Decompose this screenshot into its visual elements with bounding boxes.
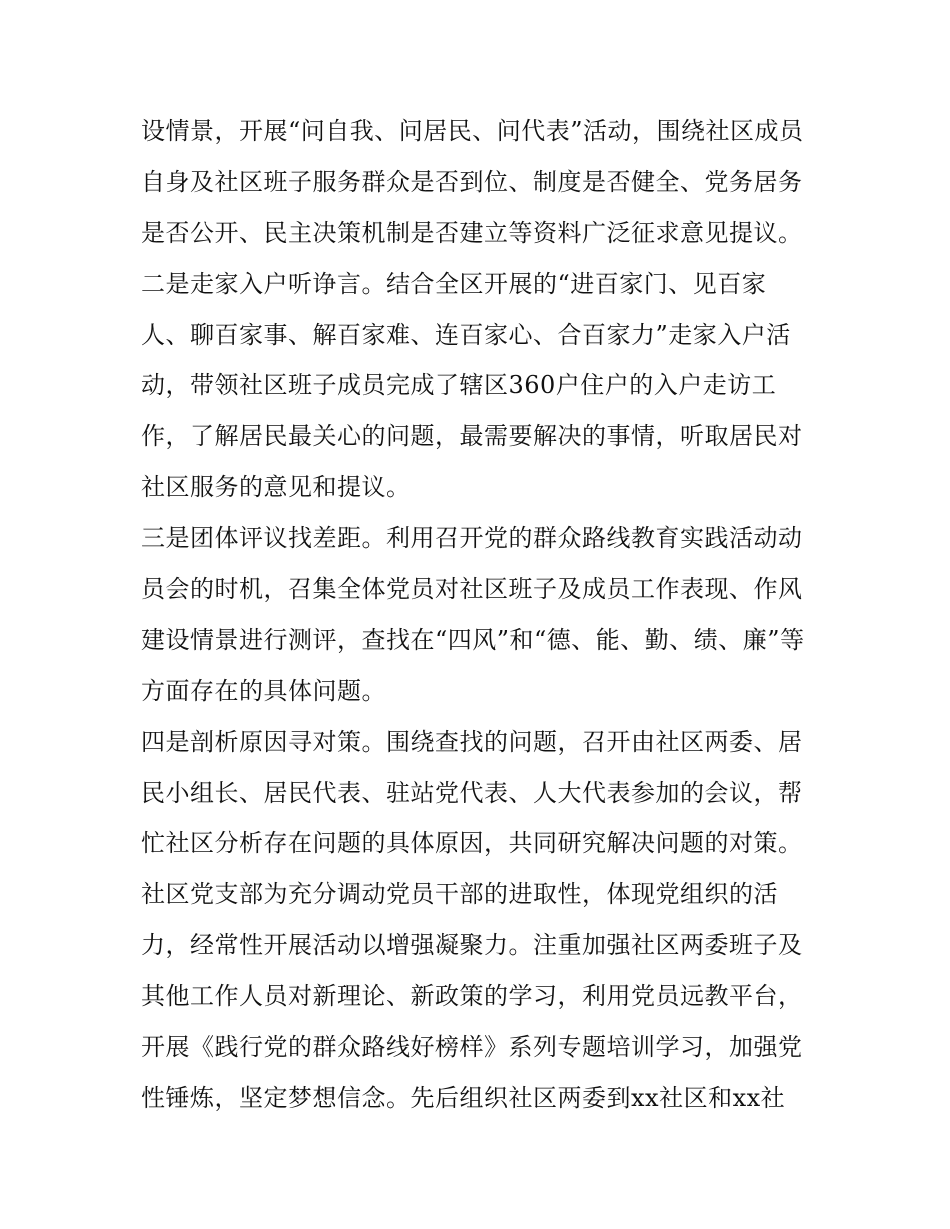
text-line: 社区党支部为充分调动党员干部的进取性，体现党组织的活 [141, 880, 778, 909]
text-line: 人、聊百家事、解百家难、连百家心、合百家力”走家入户活 [141, 320, 791, 349]
text-line: 作，了解居民最关心的问题，最需要解决的事情，听取居民对 [141, 422, 803, 451]
text-line: 二是走家入户听诤言。结合全区开展的“进百家门、见百家 [141, 269, 767, 298]
text-line: 是否公开、民主决策机制是否建立等资料广泛征求意见提议。 [141, 218, 803, 247]
body-text [141, 106, 821, 1124]
text-line: 社区服务的意见和提议。 [141, 473, 411, 502]
text-line: 三是团体评议找差距。利用召开党的群众路线教育实践活动动 [141, 524, 803, 553]
text-line: 力，经常性开展活动以增强凝聚力。注重加强社区两委班子及 [141, 931, 803, 960]
text-line: 民小组长、居民代表、驻站党代表、人大代表参加的会议，帮 [141, 778, 803, 807]
text-line: 忙社区分析存在问题的具体原因，共同研究解决问题的对策。 [141, 829, 803, 858]
text-line: 员会的时机，召集全体党员对社区班子及成员工作表现、作风 [141, 575, 803, 604]
text-line: 性锤炼，坚定梦想信念。先后组织社区两委到xx社区和xx社 [141, 1083, 786, 1112]
text-line: 其他工作人员对新理论、新政策的学习，利用党员远教平台， [141, 982, 803, 1011]
text-line: 开展《践行党的群众路线好榜样》系列专题培训学习，加强党 [141, 1033, 803, 1062]
text-line: 动，带领社区班子成员完成了辖区360户住户的入户走访工 [141, 371, 777, 400]
text-line: 建设情景进行测评，查找在“四风”和“德、能、勤、绩、廉”等 [141, 625, 805, 654]
text-line: 方面存在的具体问题。 [141, 676, 386, 705]
text-line: 四是剖析原因寻对策。围绕查找的问题，召开由社区两委、居 [141, 727, 803, 756]
text-line: 设情景，开展“问自我、问居民、问代表”活动，围绕社区成员 [141, 117, 804, 145]
text-line: 自身及社区班子服务群众是否到位、制度是否健全、党务居务 [141, 167, 803, 196]
